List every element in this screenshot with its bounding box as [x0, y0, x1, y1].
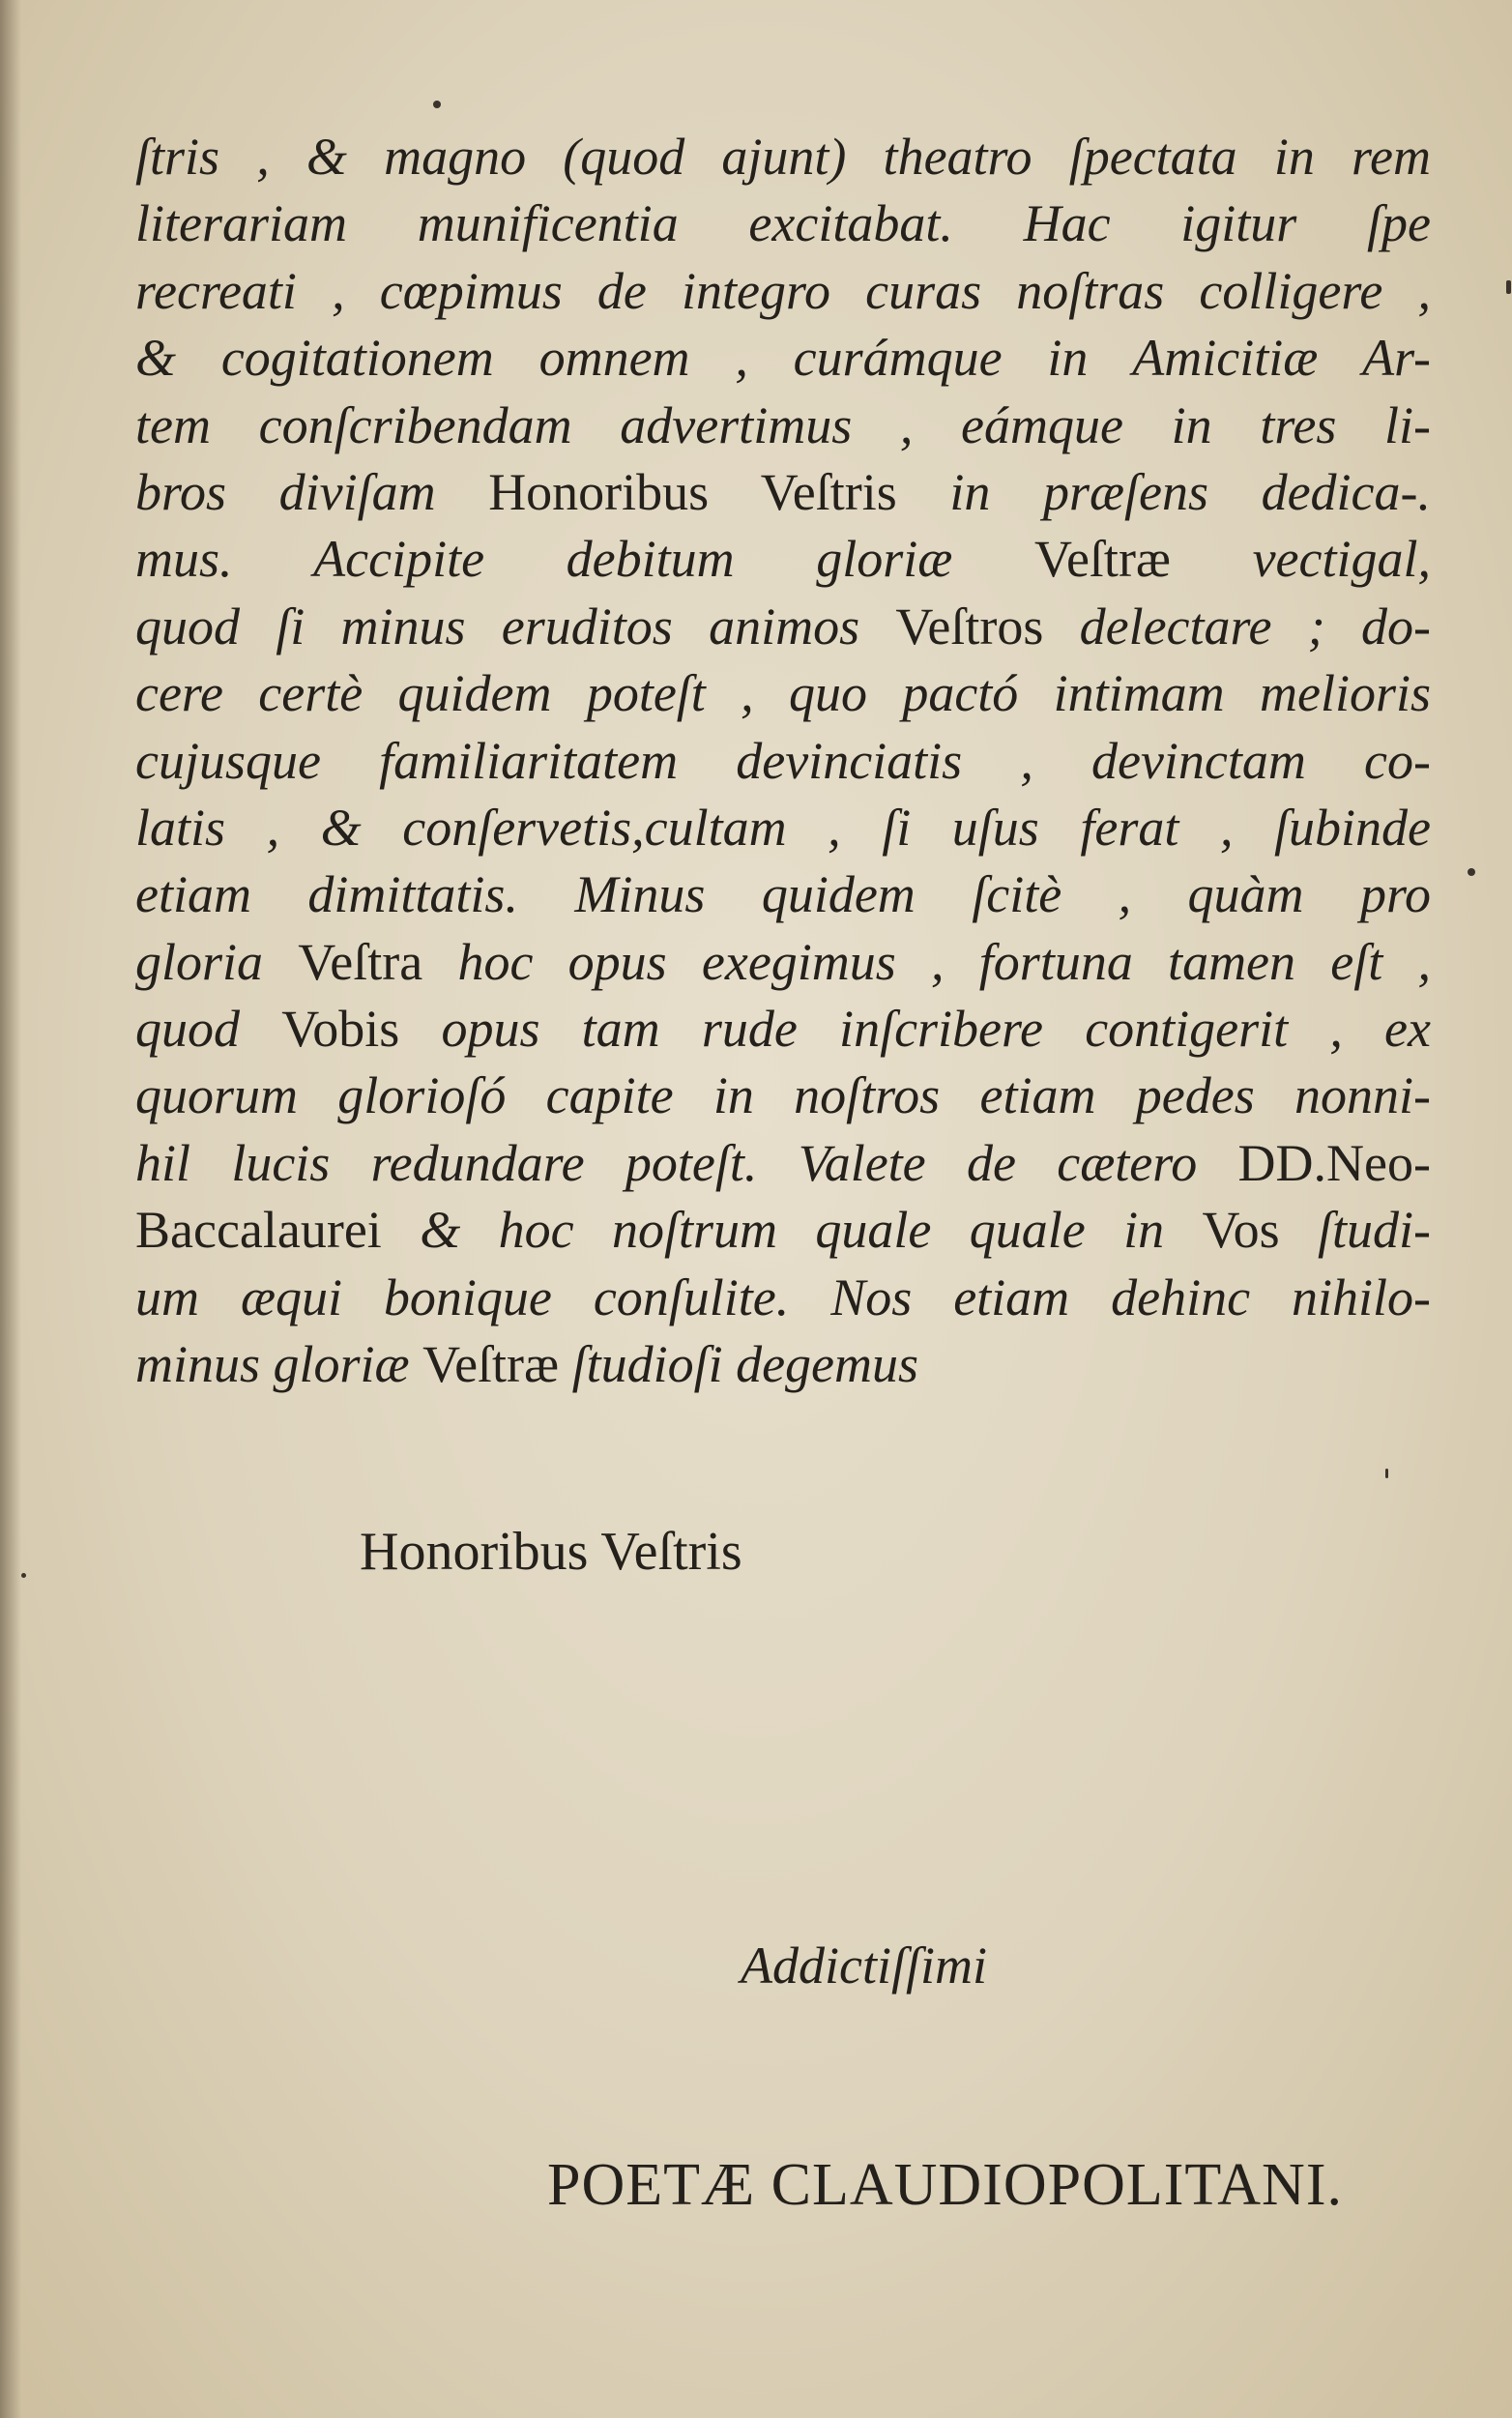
text-line-18: um æqui bonique conſulite. Nos etiam dehinc nihilo-	[135, 1267, 1431, 1326]
text-line-12: etiam dimittatis. Minus quidem ſcitè , quàm pro	[135, 865, 1431, 924]
text-line-10: cujusque familiaritatem devinciatis , devinctam co-	[135, 731, 1431, 790]
text-line-4: & cogitationem omnem , curámque in Amicitiæ Ar-	[135, 329, 1431, 388]
text-line-3: recreati , cœpimus de integro curas noſtras colligere ,	[135, 261, 1431, 320]
text-line-8: quod ſi minus eruditos animos Veſtros delectare ; do-	[135, 597, 1431, 655]
text-line-11: latis , & conſervetis,cultam , ſi uſus ferat , ſubinde	[135, 798, 1431, 857]
text-line-17: Baccalaurei & hoc noſtrum quale quale in Vos ſtudi-	[135, 1201, 1431, 1260]
text-line-9: cere certè quidem poteſt , quo pactó intimam melioris	[135, 664, 1431, 723]
ink-speck	[21, 1573, 26, 1578]
signature-addictissimi: Addictiſſimi	[741, 1937, 987, 1995]
text-line-1: ſtris , & magno (quod ajunt) theatro ſpectata in rem	[135, 128, 1431, 186]
text-line-13: gloria Veſtra hoc opus exegimus , fortuna tamen eſt ,	[135, 932, 1431, 991]
text-line-6: bros diviſam Honoribus Veſtris in præſens dedica-.	[135, 462, 1432, 521]
ink-speck	[1385, 1469, 1388, 1478]
ink-speck	[1468, 868, 1475, 876]
text-line-14: quod Vobis opus tam rude inſcribere contigerit , ex	[135, 1000, 1431, 1059]
text-line-19: minus gloriæ Veſtræ ſtudioſi degemus	[135, 1335, 919, 1394]
text-line-7: mus. Accipite debitum gloriæ Veſtræ vectigal,	[135, 530, 1431, 589]
ink-speck	[1506, 280, 1511, 294]
text-line-5: tem conſcribendam advertimus , eámque in tres li-	[135, 395, 1431, 454]
text-line-16: hil lucis redundare poteſt. Valete de cætero DD.Neo-	[135, 1133, 1431, 1192]
ink-dot	[433, 101, 441, 108]
signature-author: POETÆ CLAUDIOPOLITANI.	[547, 2152, 1343, 2218]
closing-salutation: Honoribus Veſtris	[360, 1522, 742, 1582]
text-line-2: literariam munificentia excitabat. Hac igitur ſpe	[135, 194, 1431, 253]
dedication-body	[135, 124, 1431, 1398]
text-line-15: quorum glorioſó capite in noſtros etiam pedes nonni-	[135, 1066, 1431, 1125]
